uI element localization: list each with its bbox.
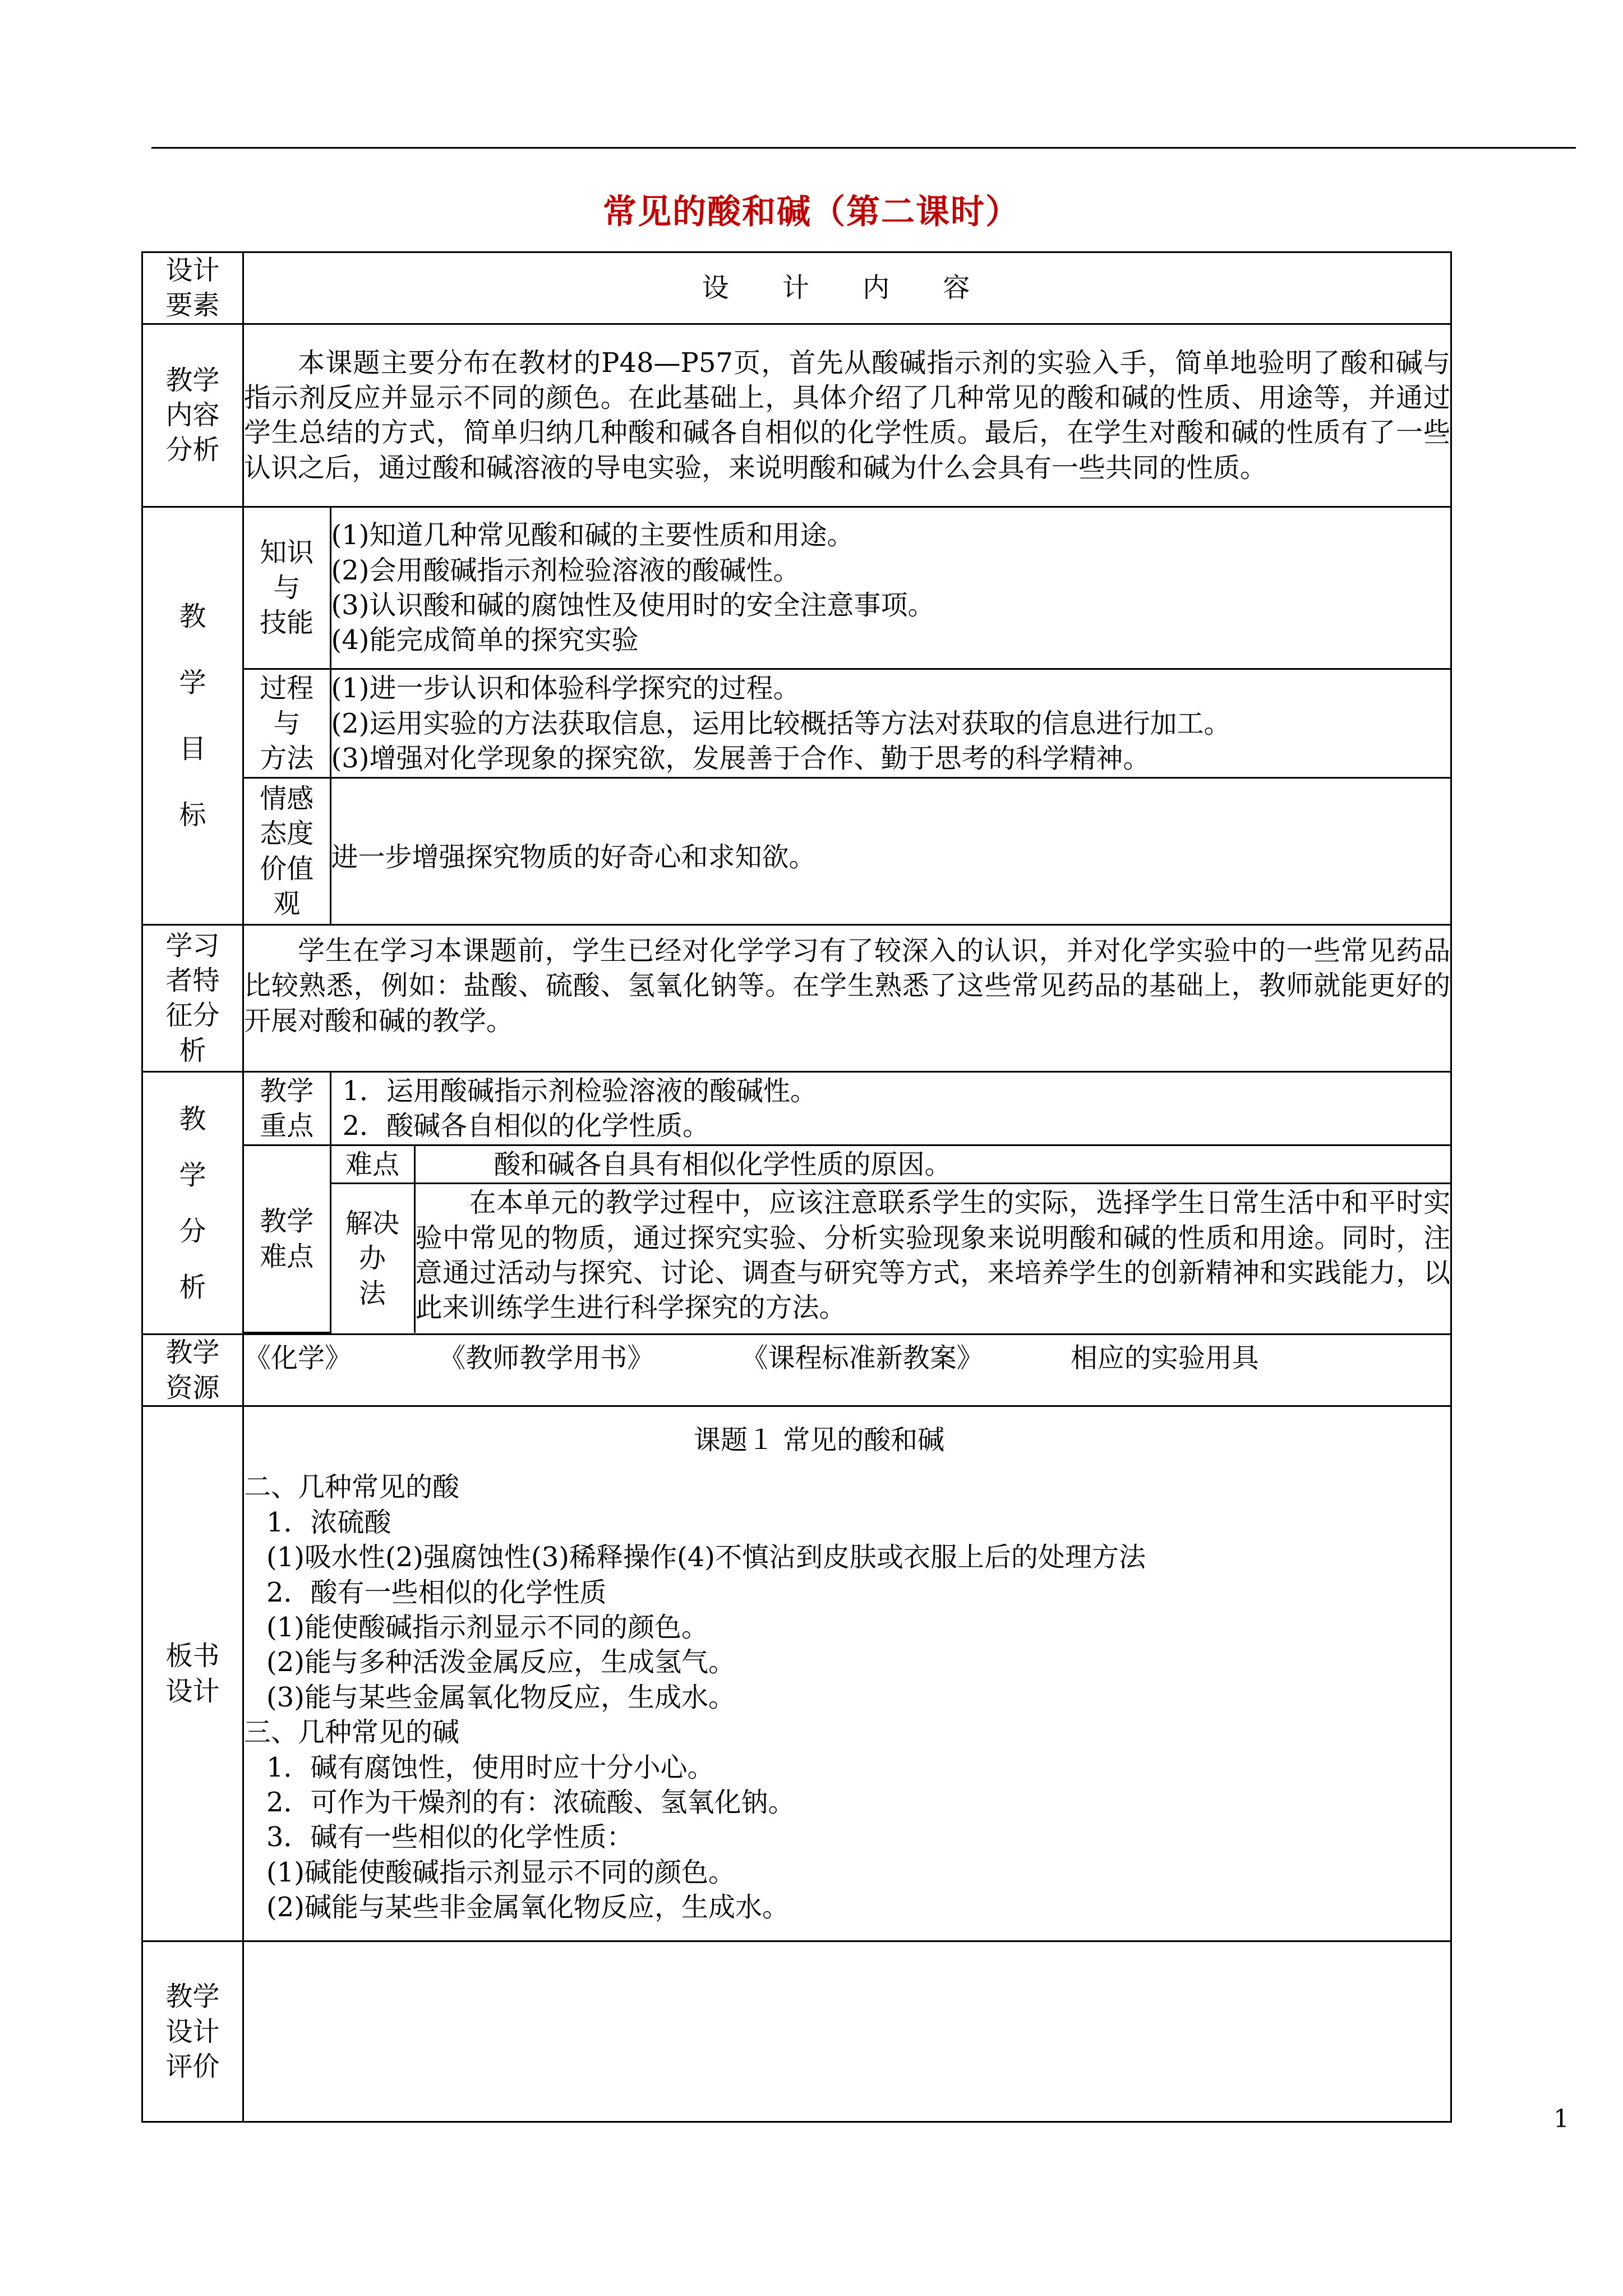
solution-text: 在本单元的教学过程中，应该注意联系学生的实际，选择学生日常生活中和平时实验中常见的物质，通过探究实验、分析实验现象来说明酸和碱的性质和用途。同时，注意通过活动与探究、讨论、调查与研究等方式，来培养学生的创新精神和实践能力，以此来训练学生进行科学探究的方法。	[414, 1184, 1450, 1333]
objectives-subtable	[244, 508, 1450, 924]
learner-analysis-row	[142, 924, 1451, 1071]
label-line: 情感	[260, 783, 314, 815]
header-rule	[151, 147, 1576, 149]
difficulties-label	[244, 1145, 330, 1333]
process-row	[244, 669, 1450, 778]
label-line: 教	[179, 1103, 206, 1135]
list-item: (4)能完成简单的探究实验	[331, 624, 639, 656]
page-number: 1	[1553, 2105, 1569, 2133]
emotion-row	[244, 778, 1450, 924]
resource-item: 《教师教学用书》	[439, 1342, 654, 1374]
label-line: 知识	[260, 537, 314, 569]
lesson-plan-table	[141, 251, 1452, 2123]
label-line: 法	[358, 1277, 386, 1309]
board-design-label	[142, 1406, 243, 1941]
content-analysis-text: 本课题主要分布在教材的P48—P57页，首先从酸碱指示剂的实验入手，简单地验明了酸和碱与指示剂反应并显示不同的颜色。在此基础上，具体介绍了几种常见的酸和碱的性质、用途等，并通过学生总结的方式，简单归纳几种酸和碱各自相似的化学性质。最后，在学生对酸和碱的性质有了一些认识之后，通过酸和碱溶液的导电实验，来说明酸和碱为什么会具有一些共同的性质。	[243, 324, 1451, 507]
objectives-row	[142, 507, 1451, 924]
board-line: 二、几种常见的酸	[244, 1471, 460, 1503]
label-line: 标	[179, 799, 206, 831]
label-line: 板书	[165, 1640, 220, 1672]
difficulty-text: 酸和碱各自具有相似化学性质的原因。	[414, 1145, 1450, 1184]
board-design-content	[243, 1406, 1451, 1941]
label-line: 教学	[165, 364, 220, 396]
key-points-items	[330, 1073, 1450, 1145]
emotion-items	[330, 778, 1450, 924]
knowledge-label	[244, 508, 330, 669]
objectives-cell	[243, 507, 1451, 924]
board-line: (2)碱能与某些非金属氧化物反应，生成水。	[266, 1892, 789, 1924]
evaluation-text	[243, 1941, 1451, 2122]
resource-item: 相应的实验用具	[1070, 1342, 1259, 1374]
list-item: 1．运用酸碱指示剂检验溶液的酸碱性。	[342, 1075, 818, 1107]
header-row	[142, 252, 1451, 324]
board-line: (1)吸水性(2)强腐蚀性(3)稀释操作(4)不慎沾到皮肤或衣服上后的处理方法	[266, 1542, 1146, 1573]
objectives-label	[142, 507, 243, 924]
header-label	[142, 252, 243, 324]
list-item: (2)会用酸碱指示剂检验溶液的酸碱性。	[331, 554, 800, 586]
evaluation-row	[142, 1941, 1451, 2122]
board-line: 2．酸有一些相似的化学性质	[266, 1576, 607, 1608]
process-label	[244, 669, 330, 778]
list-item: 2．酸碱各自相似的化学性质。	[342, 1110, 710, 1142]
knowledge-row	[244, 508, 1450, 669]
learner-analysis-text: 学生在学习本课题前，学生已经对化学学习有了较深入的认识，并对化学实验中的一些常见药品比较熟悉，例如：盐酸、硫酸、氢氧化钠等。在学生熟悉了这些常见药品的基础上，教师就能更好的开展对酸和碱的教学。	[243, 924, 1451, 1071]
label-line: 设计	[165, 2016, 220, 2047]
label-line: 分析	[165, 434, 220, 466]
label-line: 价值	[260, 853, 314, 885]
board-title: 课题１ 常见的酸和碱	[693, 1424, 945, 1456]
label-line: 征分	[165, 1000, 220, 1032]
board-line: 1．碱有腐蚀性，使用时应十分小心。	[266, 1751, 714, 1783]
board-line: (1)碱能使酸碱指示剂显示不同的颜色。	[266, 1856, 735, 1888]
list-item: (2)运用实验的方法获取信息，运用比较概括等方法对获取的信息进行加工。	[331, 707, 1231, 739]
label-line: 与	[273, 707, 301, 739]
board-line: (2)能与多种活泼金属反应，生成氢气。	[266, 1646, 735, 1678]
label-line: 过程	[260, 673, 314, 705]
label-line: 内容	[165, 399, 220, 431]
label-line: 学	[179, 666, 206, 698]
label-line: 解决	[345, 1207, 399, 1239]
label-line: 态度	[260, 818, 314, 850]
list-item: (3)认识酸和碱的腐蚀性及使用时的安全注意事项。	[331, 590, 935, 622]
solution-label	[330, 1184, 414, 1333]
teaching-analysis-subtable	[244, 1073, 1450, 1334]
label-line: 技能	[260, 607, 314, 639]
label-line: 学习	[165, 930, 220, 961]
resources-label	[142, 1335, 243, 1406]
label-line: 教学	[260, 1205, 314, 1237]
label-line: 评价	[165, 2050, 220, 2082]
difficulty-label: 难点	[330, 1145, 414, 1184]
label-line: 目	[179, 733, 206, 765]
label-line: 设计	[165, 1675, 220, 1707]
list-item: (1)进一步认识和体验科学探究的过程。	[331, 673, 800, 705]
resource-item: 《课程标准新教案》	[741, 1342, 984, 1374]
label-line: 方法	[260, 742, 314, 774]
knowledge-items	[330, 508, 1450, 669]
label-line: 分	[179, 1215, 206, 1247]
board-line: (1)能使酸碱指示剂显示不同的颜色。	[266, 1612, 708, 1643]
board-line: 1．浓硫酸	[266, 1506, 391, 1538]
label-line: 者特	[165, 964, 220, 996]
difficulty-row	[244, 1145, 1450, 1184]
solution-row	[244, 1184, 1450, 1333]
label-line: 重点	[260, 1110, 314, 1142]
list-item: (1)知道几种常见酸和碱的主要性质和用途。	[331, 519, 854, 551]
label-line: 析	[179, 1034, 206, 1066]
header-label-line: 设计	[165, 255, 220, 286]
teaching-analysis-cell	[243, 1071, 1451, 1335]
resources-row	[142, 1335, 1451, 1406]
process-items	[330, 669, 1450, 778]
board-line: 2．可作为干燥剂的有：浓硫酸、氢氧化钠。	[266, 1786, 795, 1818]
label-line: 教学	[260, 1075, 314, 1107]
label-line: 教学	[165, 1337, 220, 1369]
label-line: 难点	[260, 1240, 314, 1272]
board-design-row	[142, 1406, 1451, 1941]
page-title: 常见的酸和碱（第二课时）	[603, 192, 1020, 232]
key-points-label	[244, 1073, 330, 1145]
resources-list	[243, 1335, 1451, 1406]
board-line: (3)能与某些金属氧化物反应，生成水。	[266, 1681, 735, 1713]
teaching-analysis-label	[142, 1071, 243, 1335]
board-line: 3．碱有一些相似的化学性质：	[266, 1821, 634, 1853]
list-item: (3)增强对化学现象的探究欲，发展善于合作、勤于思考的科学精神。	[331, 742, 1150, 774]
emotion-label	[244, 778, 330, 924]
evaluation-label	[142, 1941, 243, 2122]
content-analysis-label	[142, 324, 243, 507]
label-line: 析	[179, 1271, 206, 1303]
label-line: 资源	[165, 1372, 220, 1404]
label-line: 教	[179, 600, 206, 632]
label-line: 学	[179, 1159, 206, 1191]
content-analysis-row	[142, 324, 1451, 507]
list-item: 进一步增强探究物质的好奇心和求知欲。	[331, 841, 816, 873]
learner-analysis-label	[142, 924, 243, 1071]
label-line: 观	[273, 887, 301, 919]
header-content: 设 计 内 容	[243, 252, 1451, 324]
label-line: 与	[273, 572, 301, 604]
label-line: 教学	[165, 1981, 220, 2013]
board-line: 三、几种常见的碱	[244, 1717, 460, 1749]
header-label-line: 要素	[165, 289, 220, 321]
key-points-row	[244, 1073, 1450, 1145]
resource-item: 《化学》	[244, 1342, 352, 1374]
teaching-analysis-row	[142, 1071, 1451, 1335]
label-line: 办	[358, 1243, 386, 1274]
